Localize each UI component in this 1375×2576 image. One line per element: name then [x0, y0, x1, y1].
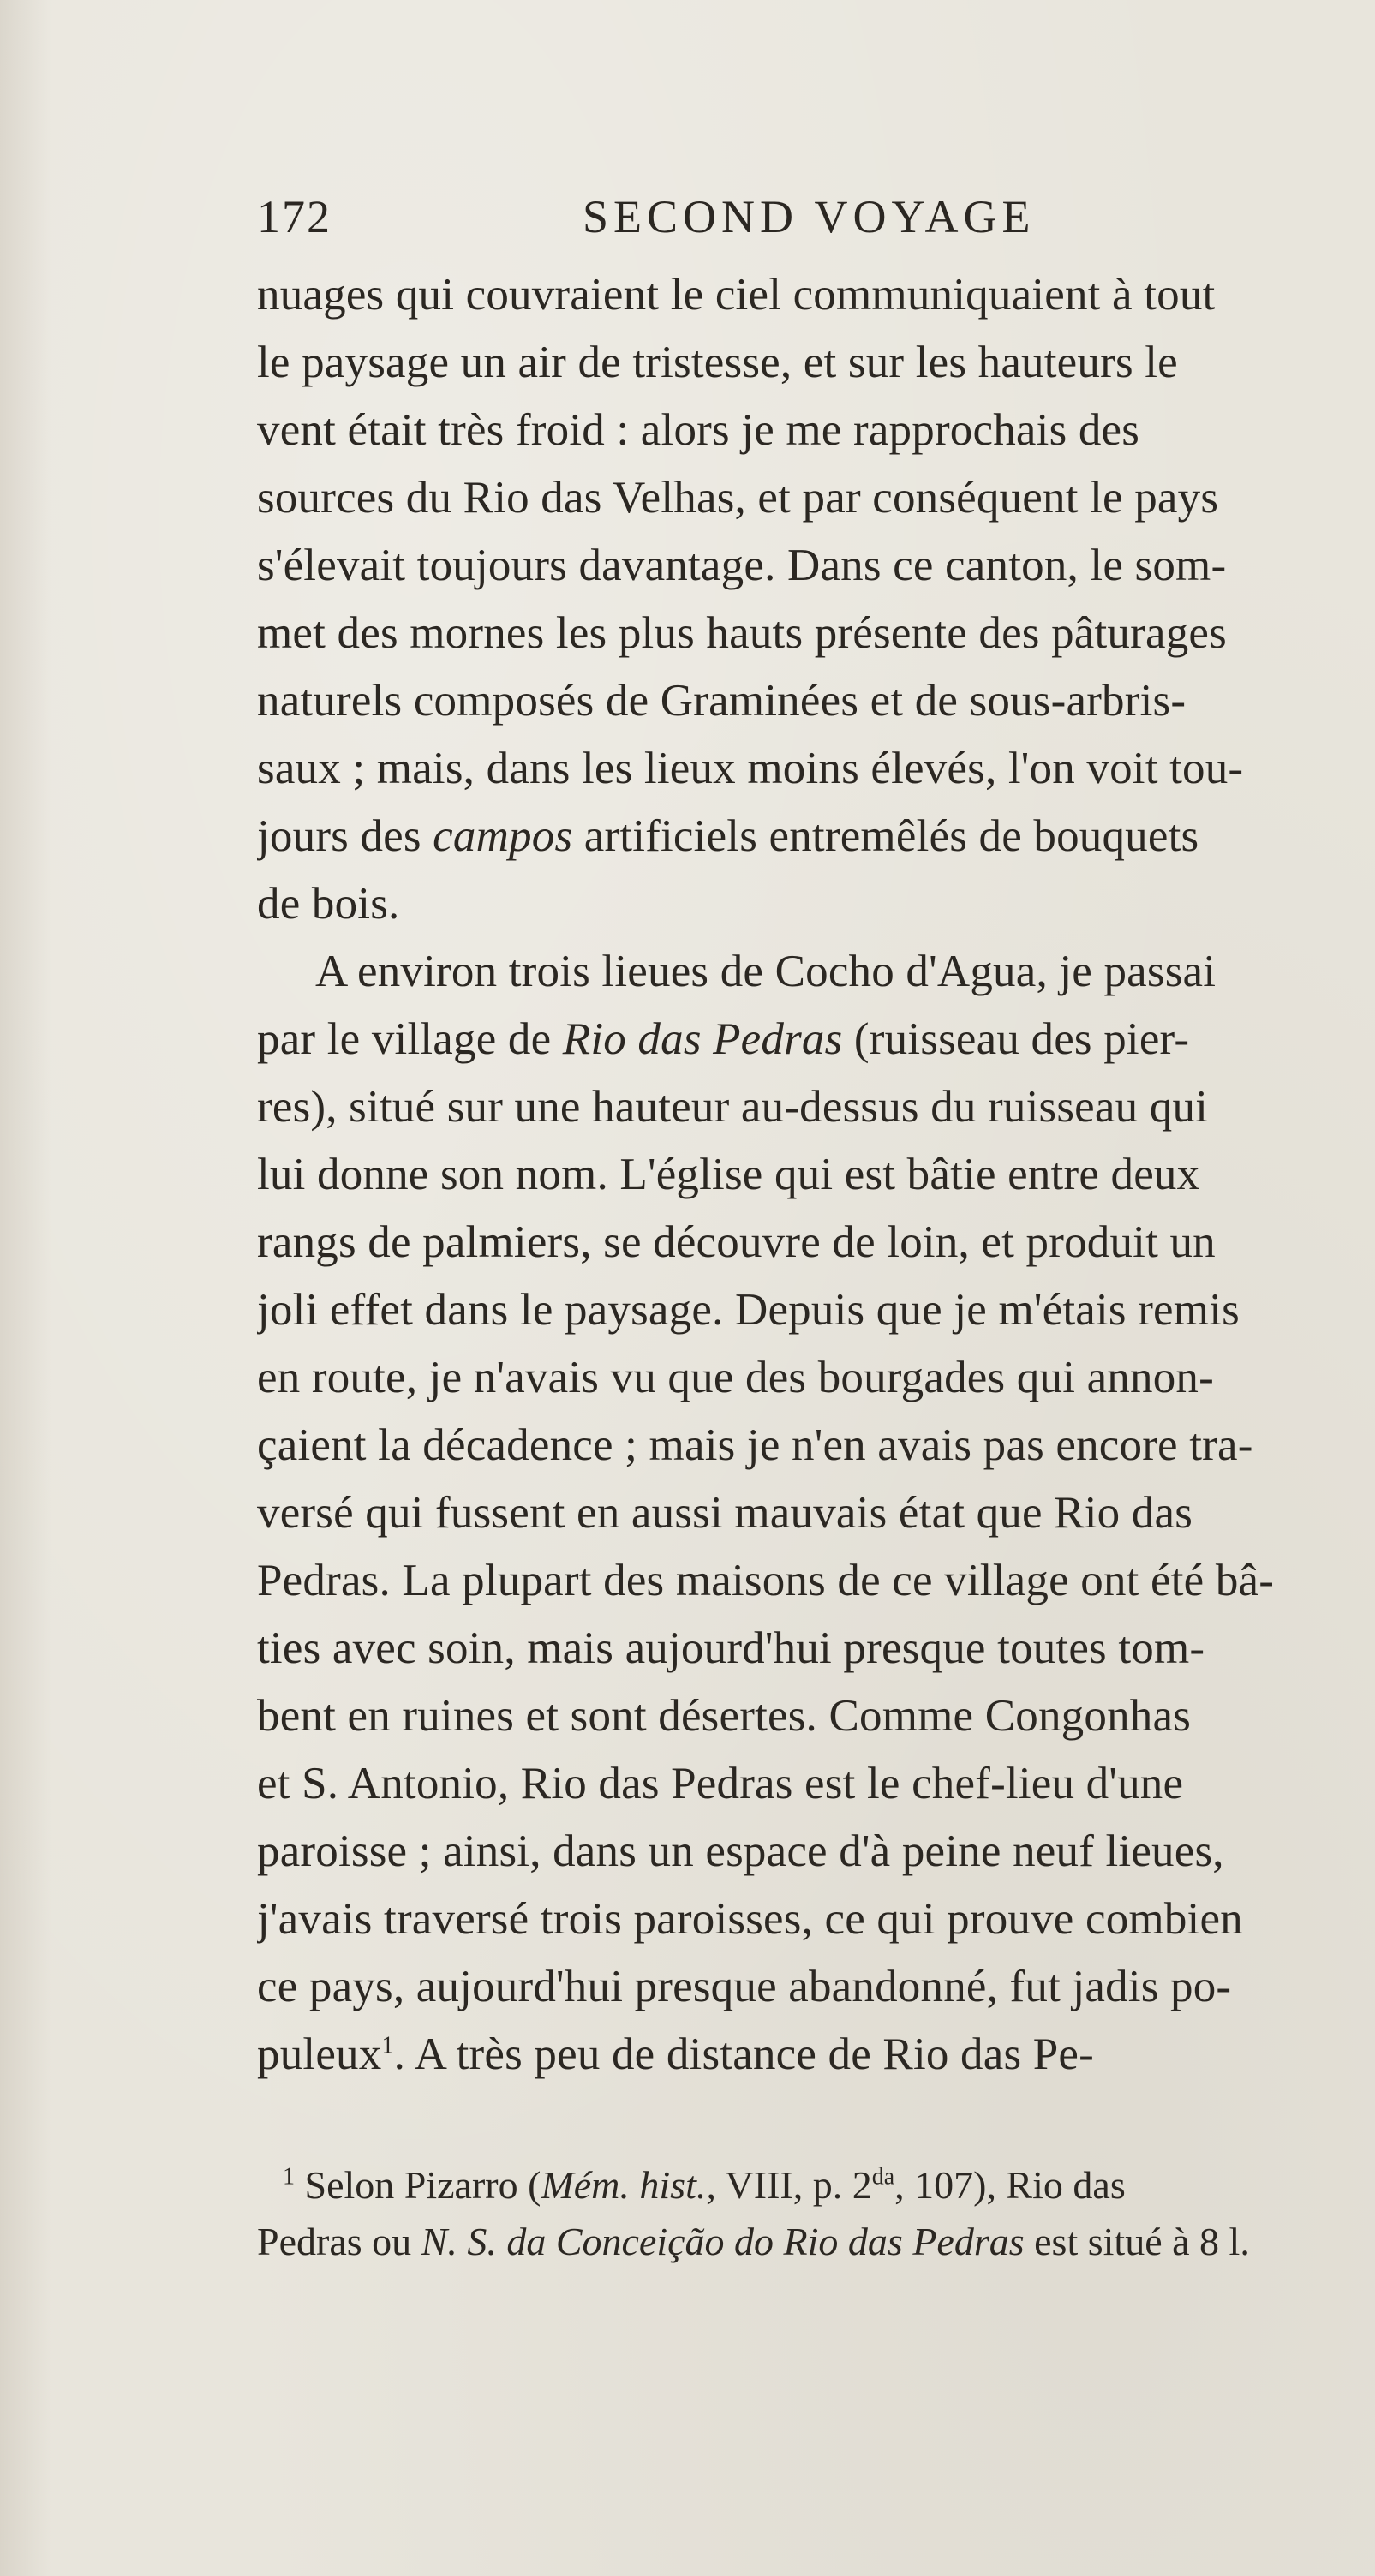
italic-place-name: Rio das Pedras [562, 1014, 843, 1064]
text-line: le paysage un air de tristesse, et sur les hauteurs le [257, 338, 1178, 387]
text-line: bent en ruines et sont désertes. Comme Congonhas [257, 1691, 1192, 1741]
text-fragment: puleux [257, 2029, 382, 2079]
text-line [257, 2021, 1375, 2089]
text-fragment: Pedras ou [257, 2220, 421, 2263]
text-fragment: , 107), Rio das [894, 2163, 1126, 2207]
italic-place-name: da Conceição do Rio das Pedras [506, 2220, 1025, 2263]
footnote-block [257, 2157, 1375, 2270]
page-number: 172 [257, 191, 332, 242]
text-line: de bois. [257, 879, 400, 929]
text-fragment: . A très peu de distance de Rio das Pe- [393, 2029, 1095, 2079]
superscript-text: da [871, 2163, 895, 2190]
text-line: Pedras. La plupart des maisons de ce village ont été bâ- [257, 1556, 1275, 1605]
text-line: res), situé sur une hauteur au-dessus du ruisseau qui [257, 1082, 1209, 1132]
text-line: saux ; mais, dans les lieux moins élevés, l'on voit tou- [257, 744, 1244, 793]
text-line: ce pays, aujourd'hui presque abandonné, fut jadis po- [257, 1962, 1232, 2011]
text-line: ties avec soin, mais aujourd'hui presque toutes tom- [257, 1623, 1205, 1673]
text-line: versé qui fussent en aussi mauvais état que Rio das [257, 1488, 1193, 1538]
text-line: et S. Antonio, Rio das Pedras est le chef-lieu d'une [257, 1759, 1184, 1808]
text-line: joli effet dans le paysage. Depuis que je m'étais remis [257, 1285, 1240, 1335]
italic-citation: Mém. hist., [541, 2163, 716, 2207]
text-line: s'élevait toujours davantage. Dans ce canton, le som- [257, 541, 1227, 590]
running-title: SECOND VOYAGE [583, 191, 1036, 242]
text-fragment: artificiels entremêlés de bouquets [572, 811, 1199, 861]
text-line: lui donne son nom. L'église qui est bâtie entre deux [257, 1150, 1200, 1199]
text-fragment [497, 2220, 507, 2263]
text-fragment: par le village de [257, 1014, 552, 1064]
footnote-line [257, 2157, 1375, 2214]
text-line: vent était très froid : alors je me rapprochais des [257, 405, 1140, 455]
text-fragment: (ruisseau des pier- [842, 1014, 1190, 1064]
footnote-marker: 1 [283, 2163, 295, 2190]
text-line: çaient la décadence ; mais je n'en avais pas encore tra- [257, 1420, 1253, 1470]
page-header [257, 190, 1114, 250]
text-fragment: jours des [257, 811, 421, 861]
text-line: en route, je n'avais vu que des bourgades qui annon- [257, 1353, 1214, 1402]
footnote-line [257, 2214, 1375, 2270]
text-fragment: est situé à 8 l. [1024, 2220, 1250, 2263]
text-line: met des mornes les plus hauts présente des pâturages [257, 608, 1227, 658]
text-fragment: VIII, p. 2 [715, 2163, 872, 2207]
italic-term: campos [433, 811, 573, 861]
text-line: paroisse ; ainsi, dans un espace d'à peine neuf lieues, [257, 1826, 1224, 1876]
text-line [257, 1006, 1375, 1073]
body-text [257, 261, 1375, 2089]
text-line: nuages qui couvraient le ciel communiquaient à tout [257, 270, 1216, 320]
text-line: rangs de palmiers, se découvre de loin, et produit un [257, 1217, 1216, 1267]
text-fragment: Selon Pizarro ( [295, 2163, 541, 2207]
text-line: sources du Rio das Velhas, et par conséquent le pays [257, 473, 1219, 523]
italic-abbreviation: N. S. [421, 2220, 497, 2263]
footnote-reference: 1 [381, 2032, 394, 2059]
text-line [257, 803, 1375, 870]
text-line: naturels composés de Graminées et de sous-arbris- [257, 676, 1187, 726]
text-line: j'avais traversé trois paroisses, ce qui prouve combien [257, 1894, 1243, 1944]
paragraph-start-line: A environ trois lieues de Cocho d'Agua, je passai [315, 947, 1217, 996]
page-edge-shadow [0, 0, 51, 2576]
